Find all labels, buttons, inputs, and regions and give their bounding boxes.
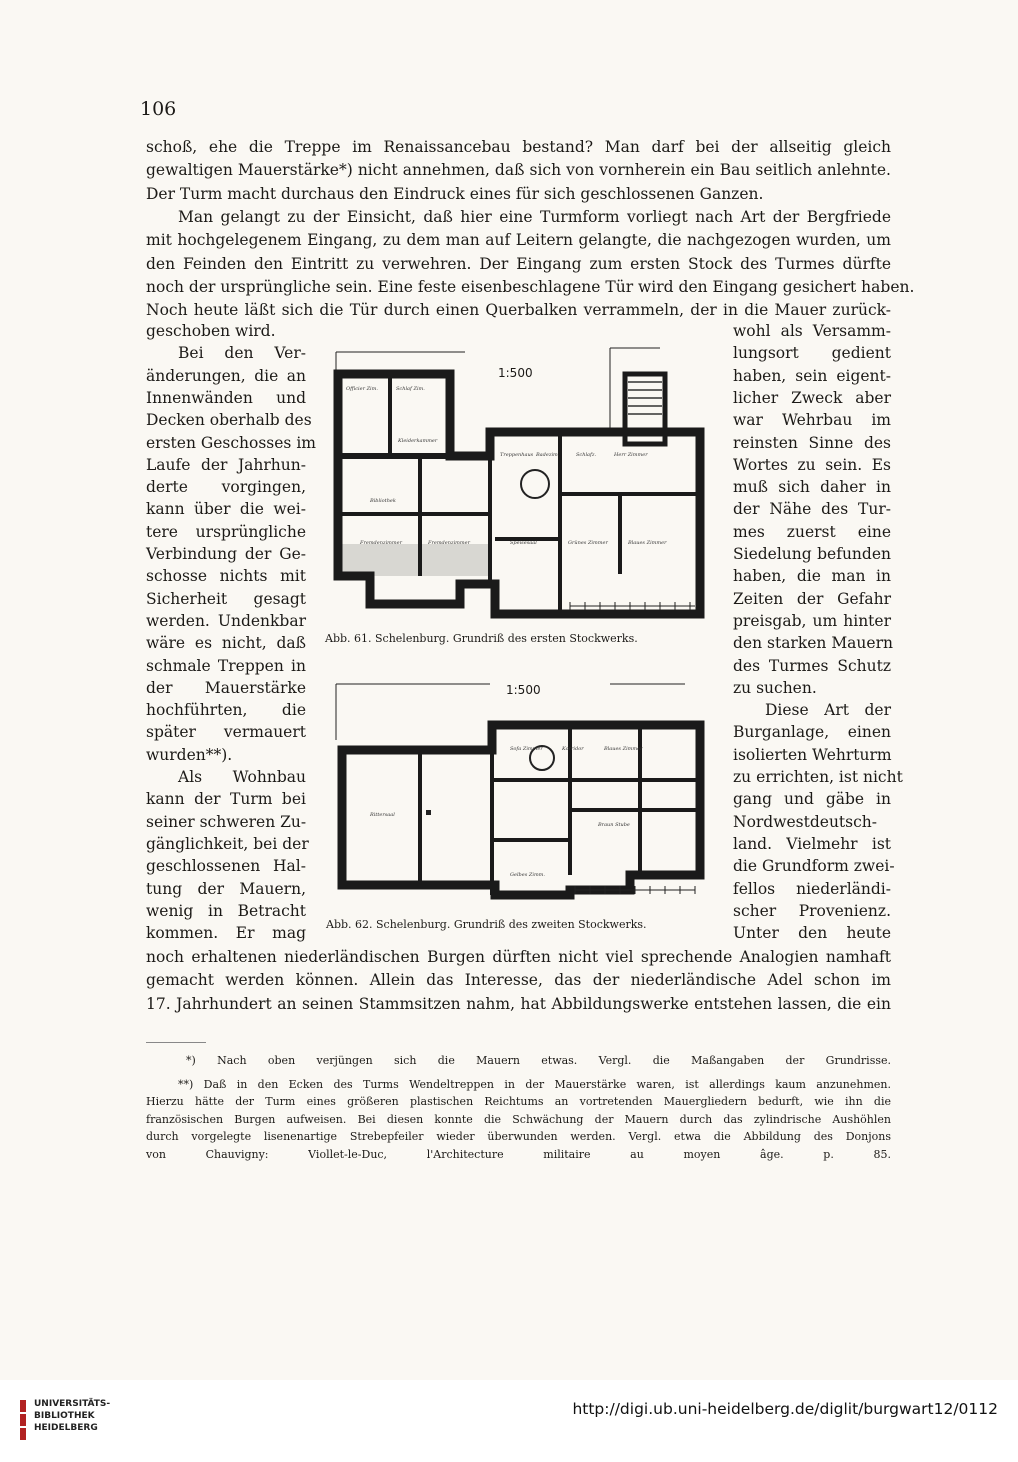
footnotes-line: **) Daß in den Ecken des Turms Wendeltreppen in der Mauerstärke waren, ist allerdings kaum anzunehmen. <box>178 1077 891 1091</box>
svg-text:Grünes Zimmer: Grünes Zimmer <box>568 540 608 546</box>
right-column-line: reinsten Sinne des <box>733 433 891 452</box>
left-column-line: wäre es nicht, daß <box>146 634 306 653</box>
intro-lines-line: Der Turm macht durchaus den Eindruck eines für sich geschlossenen Ganzen. <box>146 184 764 203</box>
left-column-line: wurden**). <box>146 745 233 764</box>
left-column-line: gänglichkeit, bei der <box>146 834 309 853</box>
left-column-line: werden. Undenkbar <box>146 611 306 630</box>
svg-text:Bibliothek: Bibliothek <box>370 498 396 504</box>
right-column-line: den starken Mauern <box>733 634 893 653</box>
svg-text:Schlafz.: Schlafz. <box>576 452 597 458</box>
left-column-line: Innenwänden und <box>146 388 306 407</box>
svg-text:Speisesaal: Speisesaal <box>510 540 537 546</box>
figure2-caption: Abb. 62. Schelenburg. Grundriß des zweiten Stockwerks. <box>326 918 647 931</box>
right-column-line: gang und gäbe in <box>733 790 891 809</box>
svg-text:Rittersaal: Rittersaal <box>370 812 395 818</box>
left-column-line: schosse nichts mit <box>146 567 306 586</box>
right-column-line: scher Provenienz. <box>733 901 891 920</box>
left-column-line: Bei den Ver- <box>178 344 306 363</box>
footnotes-line: von Chauvigny: Viollet-le-Duc, l'Architecture militaire au moyen âge. p. 85. <box>146 1147 891 1161</box>
right-column-line: zu errichten, ist nicht <box>733 768 903 786</box>
figure1-scale: 1:500 <box>498 366 533 380</box>
svg-text:Fremdenzimmer: Fremdenzimmer <box>360 540 403 546</box>
library-logo-text: UNIVERSITÄTS- BIBLIOTHEK HEIDELBERG <box>34 1399 111 1433</box>
left-column-line: Sicherheit gesagt <box>146 589 306 608</box>
figure2-scale: 1:500 <box>506 683 541 697</box>
left-column-line: tere ursprüngliche <box>146 522 306 541</box>
library-logo-icon <box>20 1400 26 1440</box>
right-column-line: Siedelung befunden <box>733 545 891 563</box>
right-column-line: haben, die man in <box>733 567 891 586</box>
svg-text:Braun Stube: Braun Stube <box>598 822 630 828</box>
right-column-line: war Wehrbau im <box>733 411 891 430</box>
right-column-line: die Grundform zwei- <box>733 857 895 876</box>
svg-text:Gelbes Zimm.: Gelbes Zimm. <box>510 872 546 878</box>
left-column-line: seiner schweren Zu- <box>146 812 307 831</box>
right-column-line: isolierten Wehrturm <box>733 745 892 764</box>
closing-lines-line: noch erhaltenen niederländischen Burgen dürften nicht viel sprechende Analogien namhaft <box>146 948 891 966</box>
left-column-line: kann über die wei- <box>146 500 306 519</box>
floor-plan-second-storey <box>330 680 715 920</box>
svg-text:Officier Zim.: Officier Zim. <box>346 386 378 392</box>
right-column-line: fellos niederländi- <box>733 879 891 898</box>
page-number: 106 <box>140 98 177 120</box>
left-column-line: wenig in Betracht <box>146 901 306 920</box>
svg-text:Blaues Zimmer: Blaues Zimmer <box>604 746 643 752</box>
left-column-line: tung der Mauern, <box>146 879 306 898</box>
right-column-line: der Nähe des Tur- <box>733 500 891 519</box>
intro-lines-line: Man gelangt zu der Einsicht, daß hier eine Turmform vorliegt nach Art der Bergfriede <box>178 207 891 226</box>
right-column-line: Diese Art der <box>765 701 891 720</box>
left-column-line: Decken oberhalb des <box>146 411 312 430</box>
source-url[interactable]: http://digi.ub.uni-heidelberg.de/diglit/burgwart12/0112 <box>572 1400 998 1418</box>
floor-plan-first-storey <box>330 344 715 629</box>
right-column-line: muß sich daher in <box>733 478 891 497</box>
right-column-line: mes zuerst eine <box>733 522 891 541</box>
intro-lines-line: schoß, ehe die Treppe im Renaissancebau bestand? Man darf bei der allseitig gleich <box>146 138 891 156</box>
right-column-line: zu suchen. <box>733 678 817 697</box>
figure1-caption: Abb. 61. Schelenburg. Grundriß des ersten Stockwerks. <box>325 632 638 645</box>
right-column-line: lungsort gedient <box>733 344 891 363</box>
right-column-line: haben, sein eigent- <box>733 366 891 385</box>
right-column-line: land. Vielmehr ist <box>733 834 891 853</box>
svg-text:Korridor: Korridor <box>562 746 584 752</box>
svg-text:Treppenhaus: Treppenhaus <box>500 452 534 458</box>
right-column-line: licher Zweck aber <box>733 388 891 407</box>
svg-text:Schlaf Zim.: Schlaf Zim. <box>396 386 425 392</box>
left-column-line: der Mauerstärke <box>146 678 306 697</box>
left-column-line: später vermauert <box>146 723 306 742</box>
right-column-line: Zeiten der Gefahr <box>733 589 891 608</box>
svg-text:Sofa Zimmer: Sofa Zimmer <box>510 746 543 752</box>
footnotes-line: durch vorgelegte lisenenartige Strebepfeiler wieder überwunden werden. Vergl. etwa die Abbildung des Donjons <box>146 1130 891 1143</box>
svg-text:Herr Zimmer: Herr Zimmer <box>614 452 648 458</box>
svg-text:Fremdenzimmer: Fremdenzimmer <box>428 540 471 546</box>
closing-lines-line: gemacht werden können. Allein das Interesse, das der niederländische Adel schon im <box>146 971 891 990</box>
intro-lines-line: den Feinden den Eintritt zu verwehren. Der Eingang zum ersten Stock des Turmes dürfte <box>146 254 891 273</box>
intro-lines-line: gewaltigen Mauerstärke*) nicht annehmen, daß sich von vornherein ein Bau seitlich anlehnte. <box>146 161 891 180</box>
left-column-line: Verbindung der Ge- <box>146 545 306 563</box>
left-column-line: hochführten, die <box>146 701 306 720</box>
footer-bar <box>0 1380 1018 1462</box>
intro-lines-line: Noch heute läßt sich die Tür durch einen Querbalken verrammeln, der in die Mauer zurück- <box>146 301 891 320</box>
intro-lines-line: mit hochgelegenem Eingang, zu dem man auf Leitern gelangte, die nachgezogen wurden, um <box>146 231 891 250</box>
right-column-line: des Turmes Schutz <box>733 656 891 675</box>
footnote-rule <box>146 1042 206 1043</box>
svg-text:Blaues Zimmer: Blaues Zimmer <box>628 540 667 546</box>
left-column-line: Laufe der Jahrhun- <box>146 455 306 474</box>
intro-lines-line: noch der ursprüngliche sein. Eine feste eisenbeschlagene Tür wird den Eingang gesichert haben. <box>146 277 915 296</box>
right-column-line: Nordwestdeutsch- <box>733 812 878 831</box>
footnotes-line: französischen Burgen aufweisen. Bei diesen konnte die Schwächung der Mauern durch das zylindrische Aushöhlen <box>146 1112 891 1126</box>
left-column-line: derte vorgingen, <box>146 478 306 497</box>
right-column-line: Unter den heute <box>733 924 891 943</box>
closing-lines-line: 17. Jahrhundert an seinen Stammsitzen nahm, hat Abbildungswerke entstehen lassen, die ein <box>146 994 891 1013</box>
left-column-line: änderungen, die an <box>146 366 306 385</box>
footnotes-line: *) Nach oben verjüngen sich die Mauern etwas. Vergl. die Maßangaben der Grundrisse. <box>186 1054 891 1067</box>
left-column-line: schmale Treppen in <box>146 656 306 675</box>
footnotes-line: Hierzu hätte der Turm eines größeren plastischen Reichtums an vortretenden Mauergliedern bedurft, wie ihn die <box>146 1095 891 1108</box>
right-column-line: wohl als Versamm- <box>733 322 891 340</box>
right-column-line: Wortes zu sein. Es <box>733 455 891 474</box>
svg-text:Badezim.: Badezim. <box>536 452 560 458</box>
right-column-line: preisgab, um hinter <box>733 611 891 630</box>
right-column-line: Burganlage, einen <box>733 723 891 742</box>
left-column-line: Als Wohnbau <box>178 768 306 786</box>
left-column-line: ersten Geschosses im <box>146 433 316 452</box>
left-column-line: kann der Turm bei <box>146 790 306 809</box>
left-column-line: geschoben wird. <box>146 322 276 340</box>
left-column-line: geschlossenen Hal- <box>146 857 306 876</box>
left-column-line: kommen. Er mag <box>146 924 306 943</box>
svg-text:Kleiderkammer: Kleiderkammer <box>398 438 438 444</box>
